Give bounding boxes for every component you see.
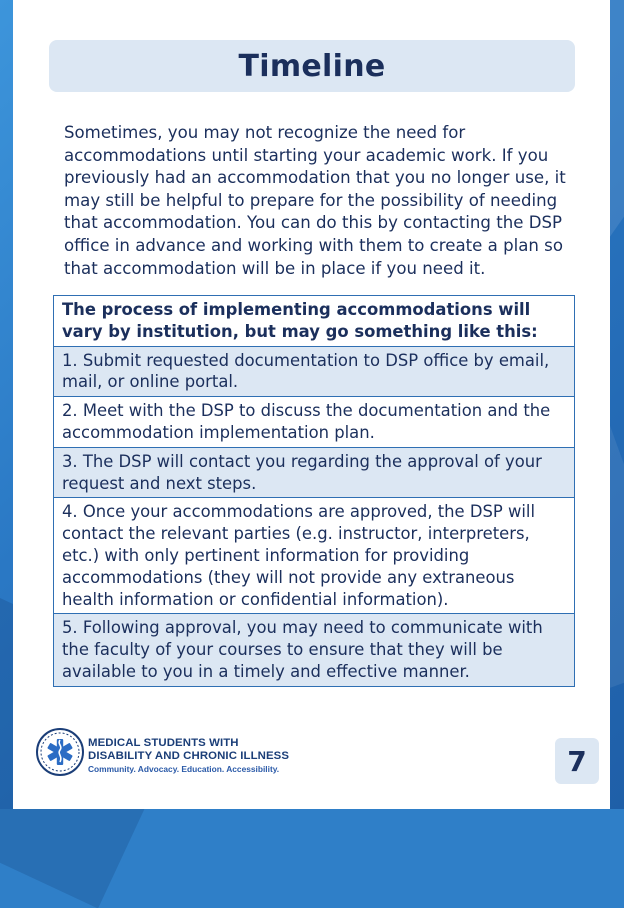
organization-name	[88, 737, 289, 775]
process-step: 2. Meet with the DSP to discuss the documentation and the accommodation implementation plan.	[54, 396, 574, 447]
page-title: Timeline	[238, 48, 386, 84]
process-table-header: The process of implementing accommodations will vary by institution, but may go something like this:	[54, 296, 574, 346]
process-step: 3. The DSP will contact you regarding the approval of your request and next steps.	[54, 447, 574, 498]
intro-paragraph: Sometimes, you may not recognize the need for accommodations until starting your academic work. If you previously had an accommodation that you no longer use, it may still be helpful to prepare for the possibility of needing that accommodation. You can do this by contacting the DSP office in advance and working with them to create a plan so that accommodation will be in place if you need it.	[64, 123, 566, 278]
org-tagline: Community. Advocacy. Education. Accessibility.	[88, 764, 280, 774]
star-of-life-icon	[35, 727, 85, 777]
title-banner	[49, 40, 575, 92]
process-step: 5. Following approval, you may need to communicate with the faculty of your courses to ensure that they will be available to you in a timely and effective manner.	[54, 613, 574, 685]
process-table	[53, 295, 575, 687]
org-name-line: MEDICAL STUDENTS WITH	[88, 737, 239, 749]
process-step: 1. Submit requested documentation to DSP office by email, mail, or online portal.	[54, 346, 574, 397]
process-step: 4. Once your accommodations are approved, the DSP will contact the relevant parties (e.g. instructor, interpreters, etc.) with only pertinent information for providing accommodations (they will not provide any extraneous health information or confidential information).	[54, 497, 574, 613]
document-page	[13, 0, 610, 809]
page-number: 7	[555, 738, 599, 784]
org-name-line: DISABILITY AND CHRONIC ILLNESS	[88, 750, 290, 762]
